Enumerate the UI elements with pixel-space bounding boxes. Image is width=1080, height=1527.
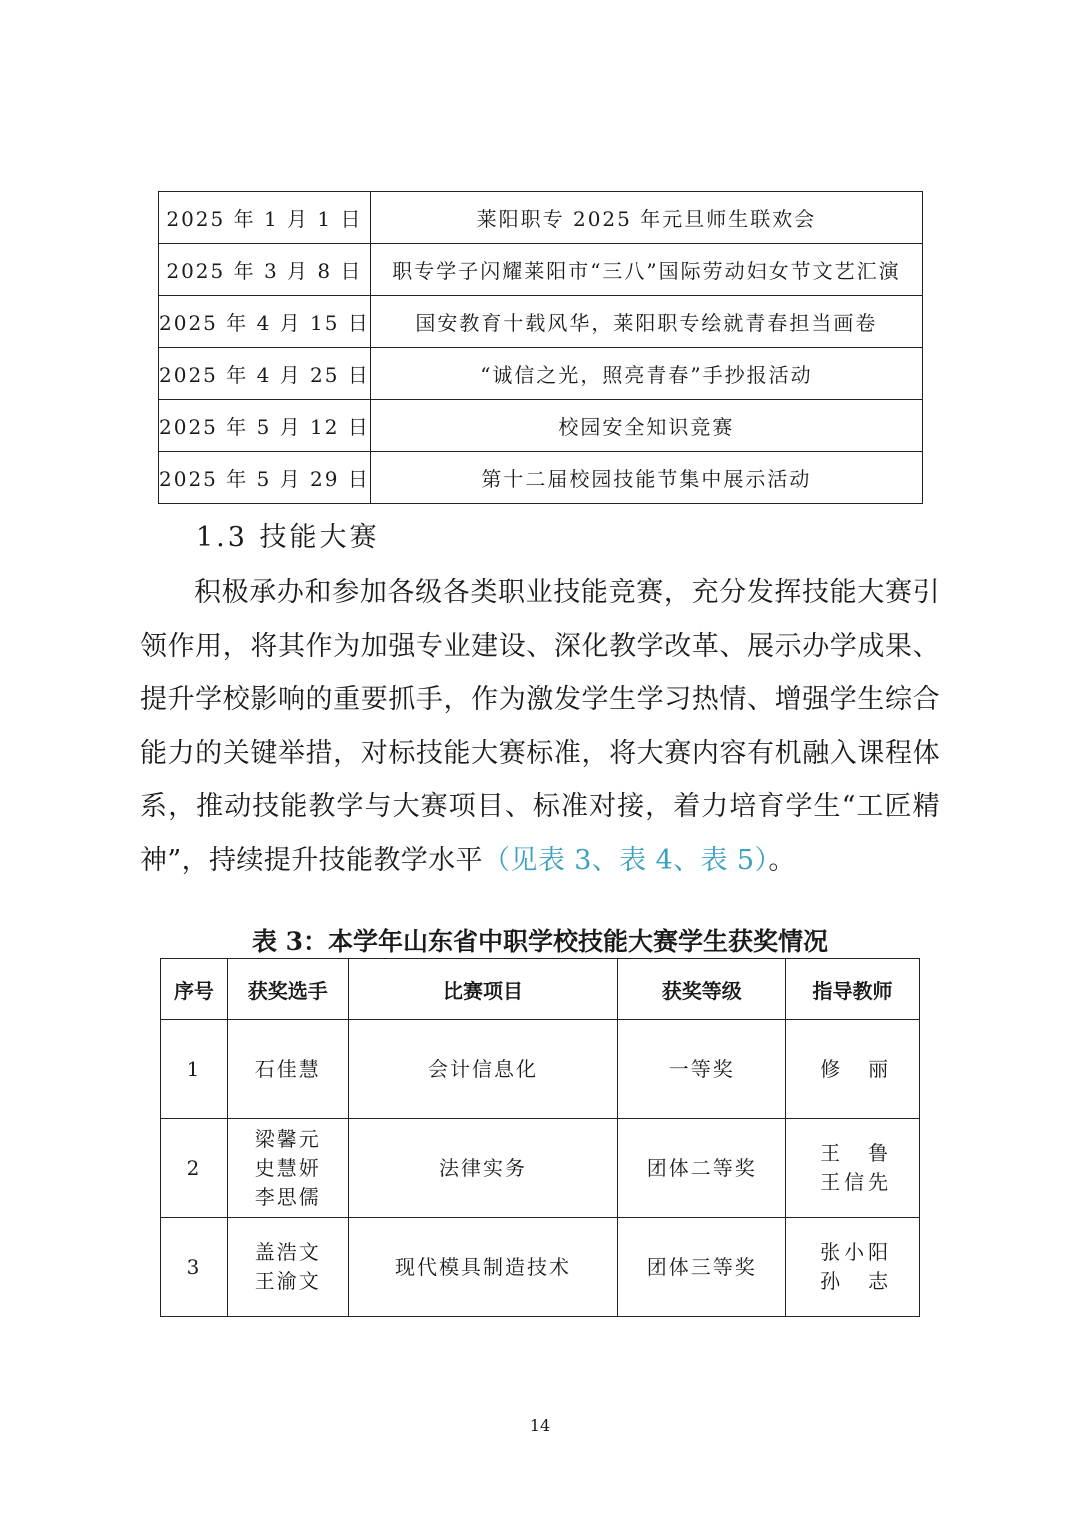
award-level: 团体三等奖 xyxy=(618,1218,786,1317)
student-name: 李思儒 xyxy=(254,1184,321,1209)
column-header: 比赛项目 xyxy=(348,959,618,1020)
students-cell xyxy=(227,1119,348,1218)
table-row xyxy=(159,348,923,400)
teacher-name: 修 丽 xyxy=(820,1056,893,1081)
table-row xyxy=(159,296,923,348)
column-header: 获奖选手 xyxy=(227,959,348,1020)
student-name: 王渝文 xyxy=(254,1269,321,1293)
student-name: 史慧妍 xyxy=(254,1155,321,1180)
event-date: 2025 年 5 月 29 日 xyxy=(159,452,371,504)
row-number: 3 xyxy=(161,1218,228,1317)
teachers-cell xyxy=(786,1119,920,1218)
awards-table xyxy=(160,958,920,1317)
event-date: 2025 年 1 月 1 日 xyxy=(159,192,371,244)
competition-event: 法律实务 xyxy=(348,1119,618,1218)
row-number: 1 xyxy=(161,1020,228,1119)
teacher-name: 张小阳 xyxy=(820,1240,893,1264)
column-header: 获奖等级 xyxy=(618,959,786,1020)
event-date: 2025 年 3 月 8 日 xyxy=(159,244,371,296)
column-header: 序号 xyxy=(161,959,228,1020)
students-cell xyxy=(227,1020,348,1119)
teachers-cell xyxy=(786,1020,920,1119)
paragraph-text: 积极承办和参加各级各类职业技能竞赛，充分发挥技能大赛引领作用，将其作为加强专业建设、深化教学改革、展示办学成果、提升学校影响的重要抓手，作为激发学生学习热情、增强学生综合能力的关键举措，对标技能大赛标准，将大赛内容有机融入课程体系，推动技能教学与大赛项目、标准对接，着力培育学生“工匠精神”，持续提升技能教学水平 xyxy=(140,577,940,876)
teachers-cell xyxy=(786,1218,920,1317)
table-row xyxy=(161,1020,920,1119)
award-level: 团体二等奖 xyxy=(618,1119,786,1218)
event-name: 第十二届校园技能节集中展示活动 xyxy=(370,452,922,504)
events-table xyxy=(158,191,923,504)
event-date: 2025 年 5 月 12 日 xyxy=(159,400,371,452)
paragraph-end: 。 xyxy=(768,844,796,876)
teacher-name: 王信先 xyxy=(820,1170,893,1194)
event-date: 2025 年 4 月 15 日 xyxy=(159,296,371,348)
award-level: 一等奖 xyxy=(618,1020,786,1119)
row-number: 2 xyxy=(161,1119,228,1218)
table-row xyxy=(159,400,923,452)
teacher-name: 孙 志 xyxy=(820,1269,893,1293)
table-row xyxy=(161,1218,920,1317)
students-cell xyxy=(227,1218,348,1317)
table-row xyxy=(159,244,923,296)
student-name: 石佳慧 xyxy=(254,1056,321,1081)
event-name: “诚信之光，照亮青春”手抄报活动 xyxy=(370,348,922,400)
column-header: 指导教师 xyxy=(786,959,920,1020)
table-reference-link: （见表 3、表 4、表 5） xyxy=(483,844,769,876)
event-name: 校园安全知识竞赛 xyxy=(370,400,922,452)
body-paragraph xyxy=(140,566,940,888)
teacher-name: 王 鲁 xyxy=(820,1141,893,1165)
competition-event: 会计信息化 xyxy=(348,1020,618,1119)
section-heading: 1.3 技能大赛 xyxy=(196,522,380,553)
table-row xyxy=(161,1119,920,1218)
table-row xyxy=(159,452,923,504)
student-name: 梁馨元 xyxy=(254,1126,321,1151)
student-name: 盖浩文 xyxy=(254,1240,321,1264)
table-row xyxy=(159,192,923,244)
table-caption: 表 3：本学年山东省中职学校技能大赛学生获奖情况 xyxy=(251,927,829,956)
event-name: 职专学子闪耀莱阳市“三八”国际劳动妇女节文艺汇演 xyxy=(370,244,922,296)
event-name: 国安教育十载风华，莱阳职专绘就青春担当画卷 xyxy=(370,296,922,348)
page-number: 14 xyxy=(529,1416,551,1435)
table-header-row xyxy=(161,959,920,1020)
competition-event: 现代模具制造技术 xyxy=(348,1218,618,1317)
event-name: 莱阳职专 2025 年元旦师生联欢会 xyxy=(370,192,922,244)
event-date: 2025 年 4 月 25 日 xyxy=(159,348,371,400)
